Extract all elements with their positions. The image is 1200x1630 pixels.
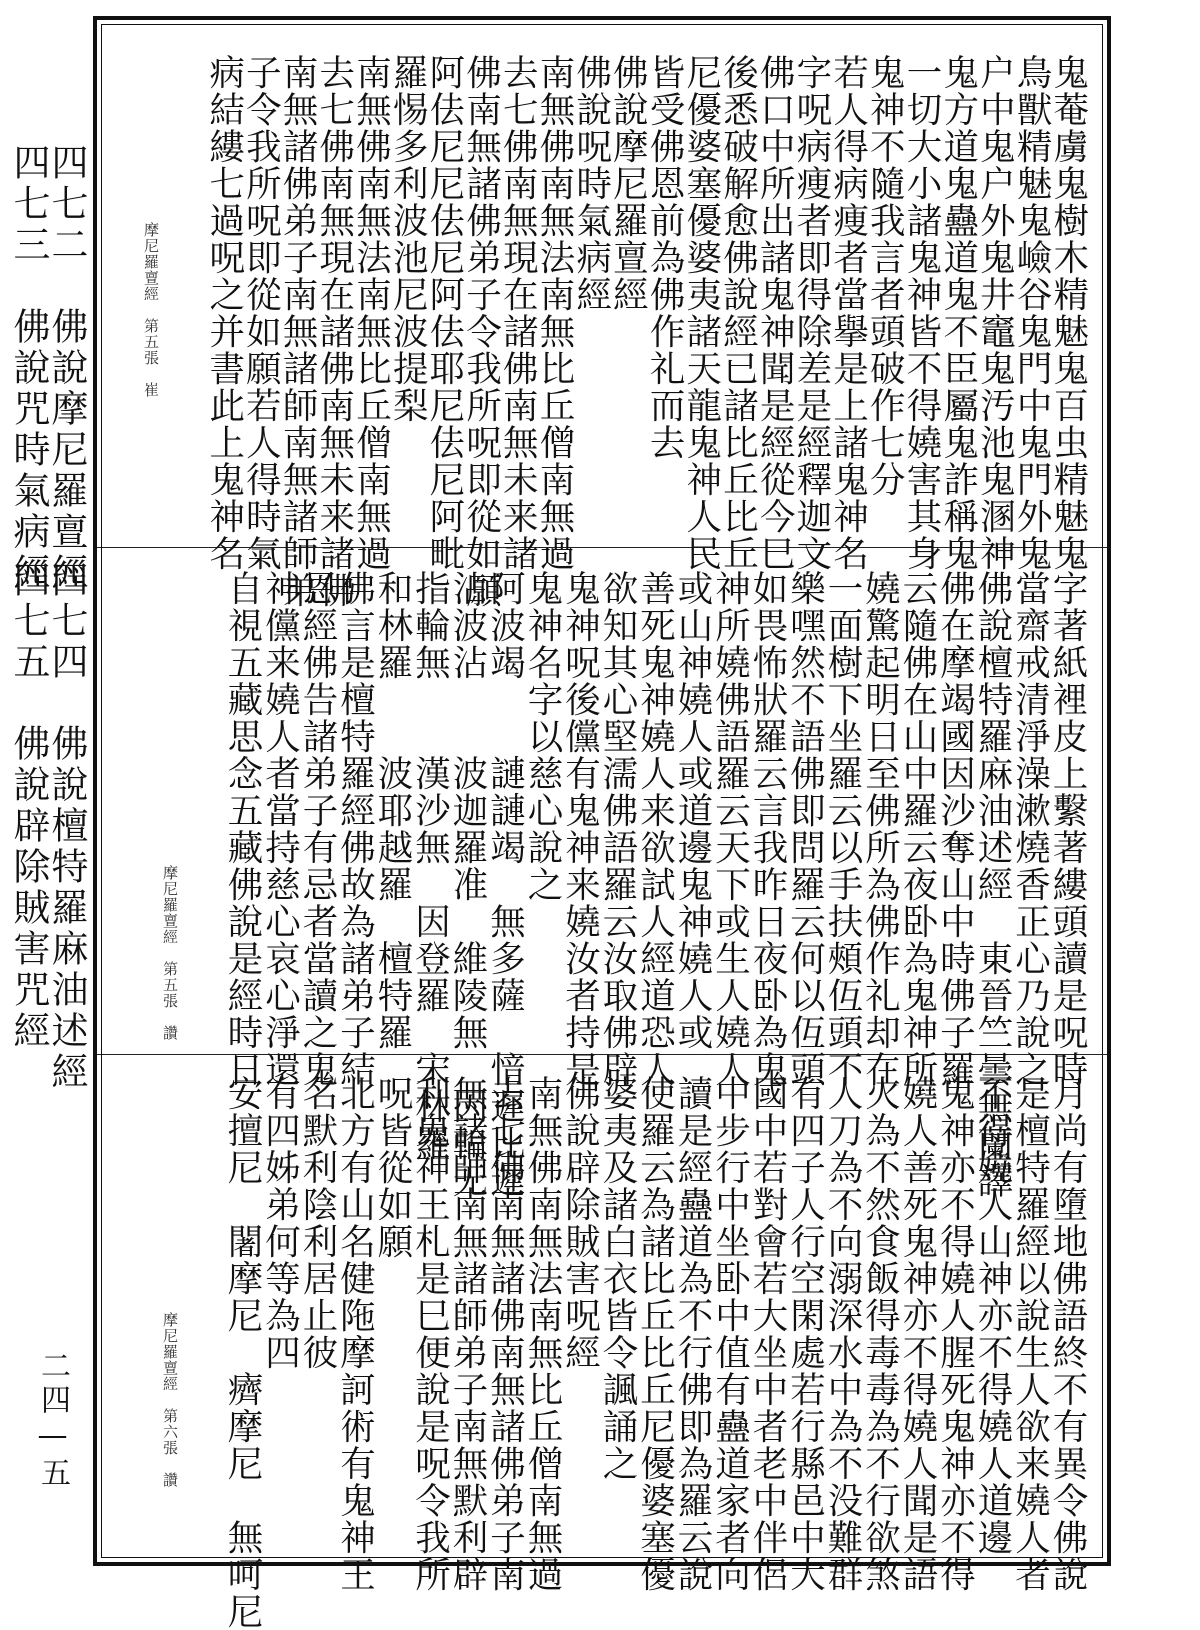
text-column: 恩經佛告諸弟子有忌者當讀之鬼 <box>297 570 338 1088</box>
text-column: 有四子人行空閑處若行縣邑中大 <box>784 1075 826 1593</box>
text-column: 鬼神名字以慈心說之 <box>522 570 563 903</box>
text-column: 字呪病痩者即得除差是經釋迦文 <box>790 54 832 572</box>
text-column: 安擅尼 闍摩尼 癠摩尼 無呵尼 <box>222 1075 263 1630</box>
text-column: 佛說檀特羅麻油述經 東晉竺曇無蘭譯 <box>972 570 1013 1199</box>
text-column: 無諸師南無諸師弟子南無默利辟 <box>447 1075 488 1593</box>
text-column: 去七佛南無現在諸佛南無未来諸佛 <box>313 54 355 609</box>
text-column: 去七佛南無諸佛南無諸佛弟子南 <box>484 1075 526 1593</box>
text-column: 南無佛南無法南無比丘僧南無過 <box>534 54 575 572</box>
text-column: 呪皆從如願 <box>372 1075 413 1260</box>
panel-footer: 摩尼羅亶經 第五張 崔 <box>142 222 160 398</box>
text-column: 病結縷七過呪之并書此上鬼神名 <box>203 54 245 572</box>
text-column: 羅惕多利波池尼波提梨 <box>387 54 429 424</box>
text-column: 和林羅 波耶越羅 檀特羅 <box>372 570 413 1051</box>
text-column: 阿波竭 謰謰竭 無多薩 愔遲比遲 <box>484 570 526 1199</box>
text-column: 利鬼神王札是巳便說是呪令我所 <box>409 1075 451 1593</box>
text-column: 指輪無 漢沙無 因登羅 宋林羅 <box>409 570 451 1162</box>
sutra-number: 四七五 <box>7 560 50 683</box>
margin-label-474 <box>45 560 88 1093</box>
text-column: 佛言是檀特羅經佛故為諸弟子結 <box>334 570 376 1088</box>
sutra-number: 四七三 <box>7 143 50 266</box>
text-column: 國中若對會若大坐中者老中伴侶 <box>747 1075 788 1593</box>
text-column: 若人得病痩者當擧是上諸鬼神名 <box>827 54 869 572</box>
text-column: 去七佛南無現在諸佛南無未来諸 <box>497 54 539 572</box>
text-column: 沾波沾 波迦羅准 維陵無 因輪无 <box>447 570 488 1199</box>
text-column: 佛口中所出諸鬼神聞是經從今巳 <box>754 54 796 572</box>
text-column: 鳥獸精魅鬼嶮谷鬼門中鬼門外鬼 <box>1011 54 1053 572</box>
sutra-number: 四七四 <box>45 560 88 683</box>
text-column: 佛說辟除賊害呪經 <box>559 1075 601 1371</box>
text-column: 南無佛南無法南無比丘僧南無過 <box>350 54 392 572</box>
text-column: 鬼方道鬼蠱道鬼不臣屬鬼詐稱鬼 <box>937 54 979 572</box>
page-frame <box>93 16 1111 1630</box>
text-column: 不得嬈人山神亦不得嬈人道邊 <box>972 1075 1013 1556</box>
text-column: 樂嘿然不語佛即問羅云何以仾頭 <box>784 570 826 1088</box>
sutra-title: 佛說辟除賊害咒經 <box>7 724 50 1052</box>
text-column: 火為不然食飯得毒毒為不行欲煞 <box>859 1075 901 1593</box>
text-column: 善死鬼神嬈人来欲試人經道恐人 <box>634 570 676 1088</box>
text-column: 阿佉尼尼佉尼阿佉耶尼佉尼阿毗 <box>423 54 465 572</box>
text-column: 嬈驚起明日至佛所為佛作礼却在 <box>859 570 901 1088</box>
text-column: 中步行中坐卧中值有蠱道家者向 <box>709 1075 751 1593</box>
text-column: 人刀為不向溺深水中為不没難群 <box>822 1075 863 1593</box>
panel-footer: 摩尼羅亶經 第六張 讚 <box>161 1312 179 1488</box>
text-column: 字著紙裡皮上繫著縷頭讀是呪時 <box>1047 570 1088 1088</box>
text-column: 名默利陰利居止彼 <box>297 1075 338 1371</box>
text-column: 皆受佛恩前為佛作礼而去 <box>644 54 686 461</box>
text-column: 佛說呪時氣病經 <box>570 54 612 313</box>
text-column: 南無佛南無法南無比丘僧南無過 <box>522 1075 563 1593</box>
text-column: 婆夷及諸白衣皆令諷誦之 <box>597 1075 638 1482</box>
text-column: 一面樹下坐羅云以手扶頰仾頭不 <box>822 570 863 1088</box>
text-column: 子令我所呪即從如願若人得時氣 <box>240 54 282 572</box>
margin-label-473 <box>7 143 50 594</box>
text-column: 如畏怖狀羅云言我昨日夜卧為鬼 <box>747 570 788 1088</box>
text-column: 佛在摩竭國因沙奪山中時佛子羅 <box>934 570 976 1088</box>
sutra-number: 四七二 <box>45 143 88 266</box>
text-column: 南無諸佛弟子南無諸師南無諸師弟 <box>277 54 319 609</box>
sutra-title: 佛說摩尼羅亶經 <box>45 307 88 594</box>
text-column: 佛說摩尼羅亶經 <box>607 54 649 313</box>
margin-label-475 <box>7 560 50 1052</box>
sutra-title: 佛說檀特羅麻油述經 <box>45 724 88 1093</box>
page-number: 二四—五 <box>35 1350 70 1491</box>
text-column: 後悉破解愈佛說經已諸比丘比丘 <box>717 54 759 572</box>
text-column: 云隨佛在山中羅云夜卧為鬼神所 <box>897 570 938 1088</box>
text-column: 户中鬼户外鬼井竈鬼汚池鬼溷神 <box>974 54 1016 572</box>
text-column: 神所嬈佛語羅云天下或生人嬈人 <box>709 570 751 1088</box>
text-column: 當齋戒清淨澡漱燒香正心乃說之 <box>1009 570 1051 1088</box>
text-column: 使羅云為諸比丘比丘尼優婆塞優 <box>634 1075 676 1593</box>
text-column: 有四姊弟何等為四 <box>259 1075 301 1371</box>
sutra-title: 佛說咒時氣病經 <box>7 307 50 594</box>
margin-label-472 <box>45 143 88 594</box>
text-column: 月尚有墮地佛語終不有異令佛說 <box>1047 1075 1088 1593</box>
text-column: 鬼神不隨我言者頭破作七分 <box>864 54 906 498</box>
text-column: 鬼菴虜鬼樹木精魅鬼百虫精魅鬼 <box>1047 54 1089 572</box>
text-column: 欲知其心堅濡佛語羅云汝取佛辟 <box>597 570 638 1088</box>
text-column: 一切大小諸鬼神皆不得嬈害其身 <box>901 54 942 572</box>
text-column: 佛南無諸佛弟子令我所呪即從如願 <box>460 54 502 609</box>
text-column: 神儻来嬈人者當持慈心哀心淨還 <box>259 570 301 1088</box>
text-column: 自視五藏思念五藏佛說是經時日 <box>222 570 263 1088</box>
text-column: 尼優婆塞優婆夷諸天龍鬼神人民 <box>680 54 722 572</box>
text-column: 讀是經蠱道為不行佛即為羅云說 <box>672 1075 713 1593</box>
text-column: 嬈人善死鬼神亦不得嬈人聞是語 <box>897 1075 938 1593</box>
text-column: 是檀特羅經以說生人欲来嬈人者 <box>1009 1075 1051 1593</box>
text-column: 鬼神呪後儻有鬼神来嬈汝者持是 <box>559 570 601 1088</box>
panel-footer: 摩尼羅亶經 第五張 讚 <box>161 865 179 1041</box>
text-column: 鬼神亦不得嬈人腥死鬼神亦不得 <box>934 1075 976 1593</box>
text-column: 北方有山名健陁摩訶術有鬼神王 <box>334 1075 376 1593</box>
text-column: 或山神嬈人或道邊鬼神嬈人或 <box>672 570 713 1051</box>
